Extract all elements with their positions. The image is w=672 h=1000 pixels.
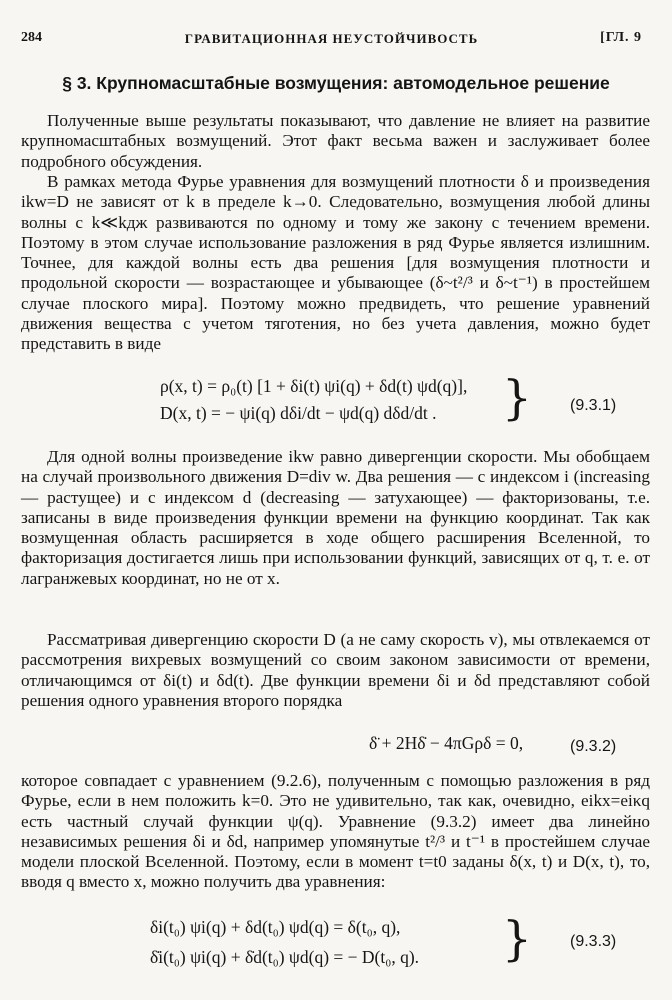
paragraph-5: которое совпадает с уравнением (9.2.6), полученным с помощью разложения в ряд Фурье, если в нем положить k=0. Это не удивительно, так как, очевидно, eikx=eiκq есть частный случай функции ψ(q). Уравнение (9.3.2) имеет два линейно независимых решения δi и δd, например упомянутые t²/³ и t⁻¹ в простейшем случае модели плоской Вселенной. Поэтому, если в момент t=t0 заданы δ(x, t) и D(x, t), то, вводя q вместо x, можно получить два уравнения: bbox=[21, 771, 650, 892]
equation-number: (9.3.1) bbox=[570, 397, 617, 414]
equation-9-3-1-line-2: D(x, t) = − ψi(q) dδi/dt − ψd(q) dδd/dt . bbox=[160, 403, 437, 423]
paragraph-4: Рассматривая дивергенцию скорости D (а не саму скорость v), мы отвлекаемся от рассмотрения вихревых возмущений со своим законом зависимости от времени, отличающимся от δi(t) и δd(t). Две функции времени δi и δd представляют собой решения одного уравнения второго порядка bbox=[21, 630, 650, 710]
paragraph-1: Полученные выше результаты показывают, что давление не влияет на развитие крупномасштабных возмущений. Этот факт весьма важен и заслуживает более подробного обсуждения. bbox=[21, 111, 650, 171]
equation-9-3-2-body: δ̈ + 2Hδ̇ − 4πGρδ = 0, bbox=[369, 733, 524, 753]
equation-number: (9.3.3) bbox=[570, 933, 617, 950]
equation-9-3-3-line-1: δi(t₀) ψi(q) + δd(t₀) ψd(q) = δ(t₀, q), bbox=[150, 917, 401, 937]
equation-9-3-3-line-2: δ̇i(t₀) ψi(q) + δ̇d(t₀) ψd(q) = − D(t₀, q). bbox=[150, 947, 420, 967]
paragraph-2: В рамках метода Фурье уравнения для возмущений плотности δ и произведения ikw=D не зависят от k в пределе k→0. Следовательно, возмущения любой длины волны с k≪kдж развиваются по одному и тому же закону с течением времени. Поэтому в этом случае использование разложения в ряд Фурье является излишним. Точнее, для каждой волны есть два решения [для возмущения плотности и продольной скорости — возрастающее и убывающее (δ~t²/³ и δ~t⁻¹) в простейшем случае плоского мира]. Поэтому можно предвидеть, что решение уравнений движения вещества с учетом тяготения, но без учета давления, можно будет представить в виде bbox=[21, 172, 650, 354]
section-title: § 3. Крупномасштабные возмущения: автомодельное решение bbox=[62, 73, 610, 93]
paragraph-3: Для одной волны произведение ikw равно дивергенции скорости. Мы обобщаем на случай произвольного движения D=div w. Два решения — с индексом i (increasing — растущее) и с индексом d (decreasing — затухающее) — факторизованы, т.е. записаны в виде произведения функции времени на функцию координат. Так как возмущенная область расширяется в ходе общего расширения Вселенной, то факторизация достигается лишь при использовании функций, зависящих от q, т. е. от лагранжевых координат, но не от x. bbox=[21, 447, 650, 588]
chapter-label: [ГЛ. 9 bbox=[600, 30, 642, 45]
equation-number: (9.3.2) bbox=[570, 738, 617, 755]
page-number: 284 bbox=[21, 30, 42, 45]
running-title: ГРАВИТАЦИОННАЯ НЕУСТОЙЧИВОСТЬ bbox=[184, 31, 479, 46]
equation-9-3-1-line-1: ρ(x, t) = ρ₀(t) [1 + δi(t) ψi(q) + δd(t) ψd(q)], bbox=[160, 376, 468, 396]
running-header bbox=[21, 30, 642, 50]
right-brace: } bbox=[502, 371, 532, 426]
right-brace: } bbox=[502, 912, 532, 967]
